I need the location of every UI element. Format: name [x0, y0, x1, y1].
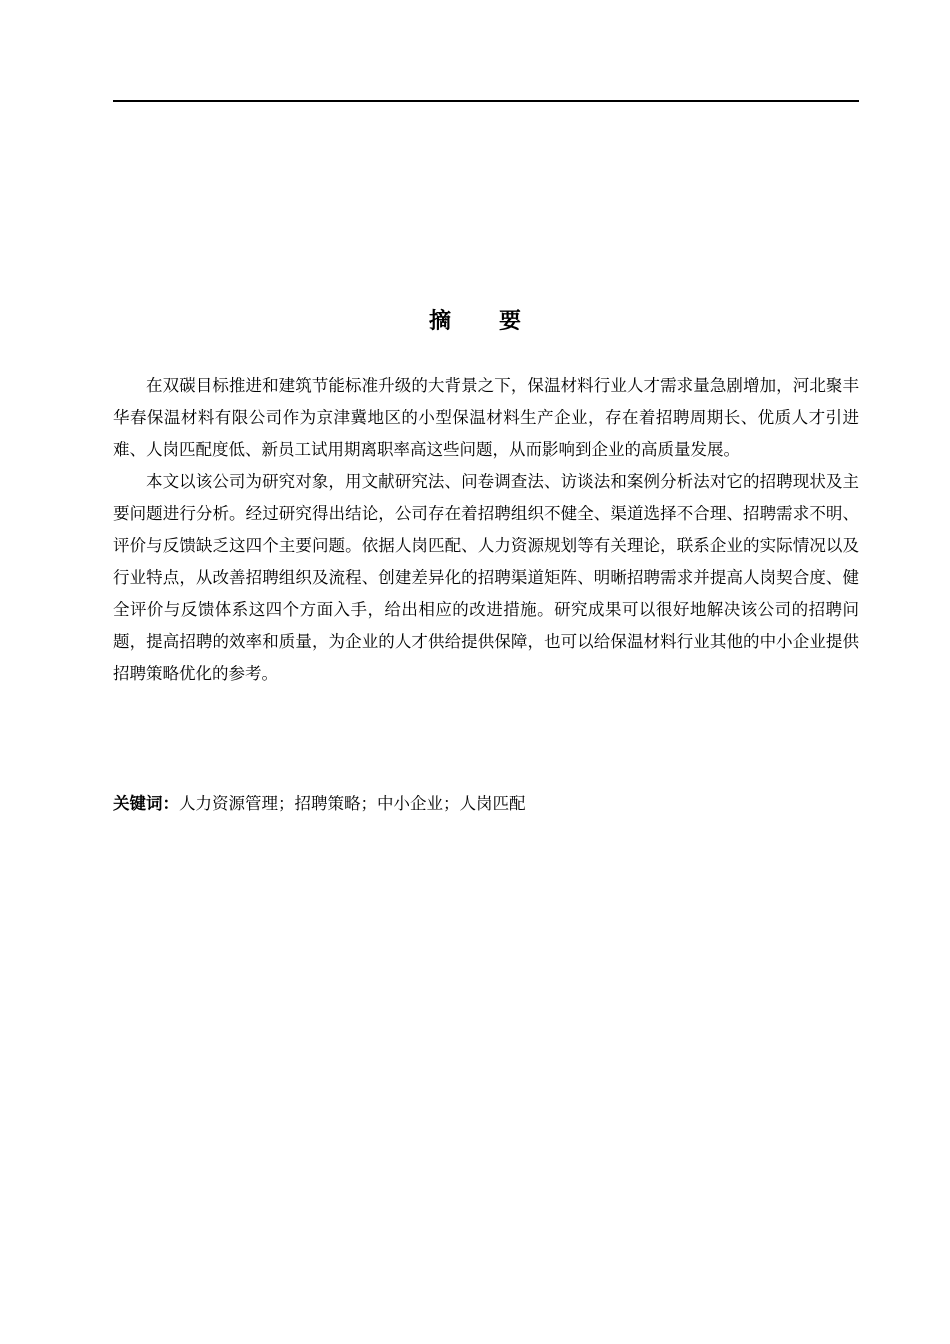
- keywords-line: [113, 788, 859, 820]
- abstract-paragraph-2: 本文以该公司为研究对象，用文献研究法、问卷调查法、访谈法和案例分析法对它的招聘现状及主要问题进行分析。经过研究得出结论，公司存在着招聘组织不健全、渠道选择不合理、招聘需求不明、评价与反馈缺乏这四个主要问题。依据人岗匹配、人力资源规划等有关理论，联系企业的实际情况以及行业特点，从改善招聘组织及流程、创建差异化的招聘渠道矩阵、明晰招聘需求并提高人岗契合度、健全评价与反馈体系这四个方面入手，给出相应的改进措施。研究成果可以很好地解决该公司的招聘问题，提高招聘的效率和质量，为企业的人才供给提供保障，也可以给保温材料行业其他的中小企业提供招聘策略优化的参考。: [113, 472, 859, 683]
- header-rule: [113, 100, 859, 102]
- page-title: [0, 306, 950, 338]
- keywords-label: 关键词：: [113, 794, 179, 813]
- page-title-char-1: 摘: [428, 309, 451, 334]
- keywords-text: 人力资源管理；招聘策略；中小企业；人岗匹配: [179, 794, 526, 813]
- page-title-char-2: 要: [499, 309, 522, 334]
- abstract-body: [113, 370, 859, 690]
- abstract-paragraph-1: 在双碳目标推进和建筑节能标准升级的大背景之下，保温材料行业人才需求量急剧增加，河北聚丰华春保温材料有限公司作为京津冀地区的小型保温材料生产企业，存在着招聘周期长、优质人才引进难、人岗匹配度低、新员工试用期离职率高这些问题，从而影响到企业的高质量发展。: [113, 376, 859, 459]
